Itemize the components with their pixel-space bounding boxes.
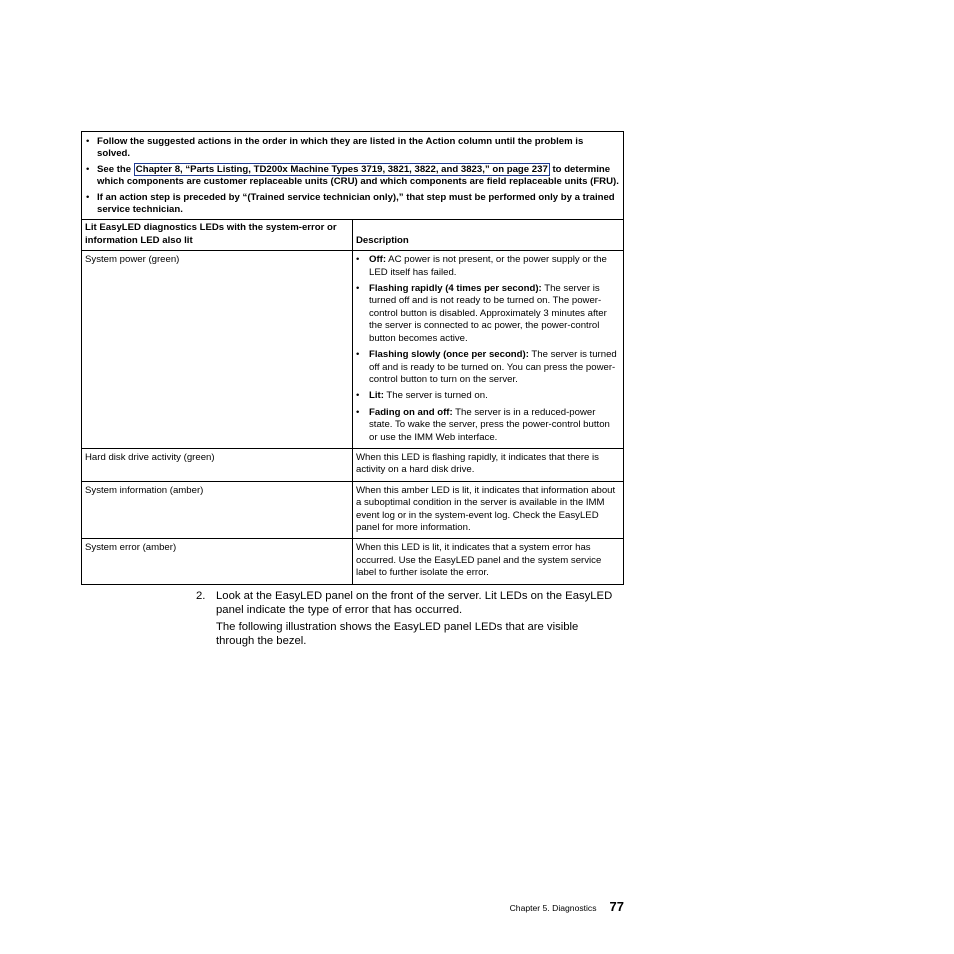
state-text: The server is turned off and is not ready to be turned on. The power-control button is disabled. Approximately 3 minutes after the server is connected to ac power, the power-control button becomes active. xyxy=(369,283,607,344)
bullet-icon: • xyxy=(356,254,360,266)
step-follow-text: The following illustration shows the EasyLED panel LEDs that are visible through the bezel. xyxy=(216,621,579,647)
notes-cell xyxy=(82,132,624,220)
note-text: Follow the suggested actions in the order in which they are listed in the Action column until the problem is solved. xyxy=(97,136,584,160)
description-cell: When this LED is lit, it indicates that a system error has occurred. Use the EasyLED panel and the system service label to further isolate the error. xyxy=(353,539,624,584)
bullet-icon: • xyxy=(356,406,360,418)
note-item xyxy=(86,164,619,189)
table-row xyxy=(82,448,624,481)
step-number: 2. xyxy=(196,590,206,602)
note-item xyxy=(86,192,619,217)
description-cell xyxy=(353,251,624,449)
note-prefix: See the xyxy=(97,163,134,175)
notes-row xyxy=(82,132,624,220)
description-cell: When this LED is flashing rapidly, it indicates that there is activity on a hard disk drive. xyxy=(353,448,624,481)
list-item xyxy=(356,407,620,444)
list-item xyxy=(356,349,620,386)
state-text: The server is turned off and is ready to be turned on. You can press the power-control button to turn on the server. xyxy=(369,349,617,385)
list-item xyxy=(356,390,620,402)
table-row xyxy=(82,481,624,539)
list-item xyxy=(356,283,620,345)
state-term: Flashing rapidly (4 times per second): xyxy=(369,283,542,295)
table-row xyxy=(82,251,624,449)
state-term: Off: xyxy=(369,254,387,266)
page-number: 77 xyxy=(609,899,624,914)
diagnostics-table xyxy=(81,131,624,585)
led-name-cell: System power (green) xyxy=(82,251,353,449)
list-item xyxy=(356,254,620,279)
table-row xyxy=(82,539,624,584)
note-text: If an action step is preceded by “(Trained service technician only),” that step must be performed only by a trained service technician. xyxy=(97,191,615,216)
led-name-cell: Hard disk drive activity (green) xyxy=(82,448,353,481)
state-text: The server is in a reduced-power state. To wake the server, press the power-control button or use the IMM Web interface. xyxy=(369,406,610,443)
led-name-cell: System information (amber) xyxy=(82,481,353,539)
footer-chapter: Chapter 5. Diagnostics xyxy=(509,903,597,913)
state-term: Flashing slowly (once per second): xyxy=(369,349,529,361)
bullet-icon: • xyxy=(356,283,360,295)
bullet-icon: • xyxy=(86,136,90,147)
step-text: Look at the EasyLED panel on the front of the server. Lit LEDs on the EasyLED panel indicate the type of error that has occurred. xyxy=(216,590,613,616)
bullet-icon: • xyxy=(86,191,90,203)
header-description-column: Description xyxy=(353,220,624,251)
header-led-column: Lit EasyLED diagnostics LEDs with the system-error or information LED also lit xyxy=(82,220,353,251)
state-term: Lit: xyxy=(369,390,384,402)
parts-listing-link[interactable]: Chapter 8, “Parts Listing, TD200x Machine Types 3719, 3821, 3822, and 3823,” on page 237 xyxy=(135,163,548,175)
bullet-icon: • xyxy=(356,349,360,361)
bullet-icon: • xyxy=(86,163,90,175)
description-cell: When this amber LED is lit, it indicates that information about a suboptimal condition in the server is available in the IMM event log or in the system-event log. Check the EasyLED panel for more information. xyxy=(353,481,624,539)
page-footer xyxy=(510,899,624,914)
bullet-icon: • xyxy=(356,390,360,402)
state-text: AC power is not present, or the power supply or the LED itself has failed. xyxy=(369,254,607,278)
state-text: The server is turned on. xyxy=(383,390,488,402)
note-suffix: to determine which components are customer replaceable units (CRU) and which components are field replaceable units (FRU). xyxy=(97,163,619,188)
table-header-row xyxy=(82,220,624,251)
led-name-cell: System error (amber) xyxy=(82,539,353,584)
state-term: Fading on and off: xyxy=(369,406,453,418)
note-item xyxy=(86,136,619,161)
